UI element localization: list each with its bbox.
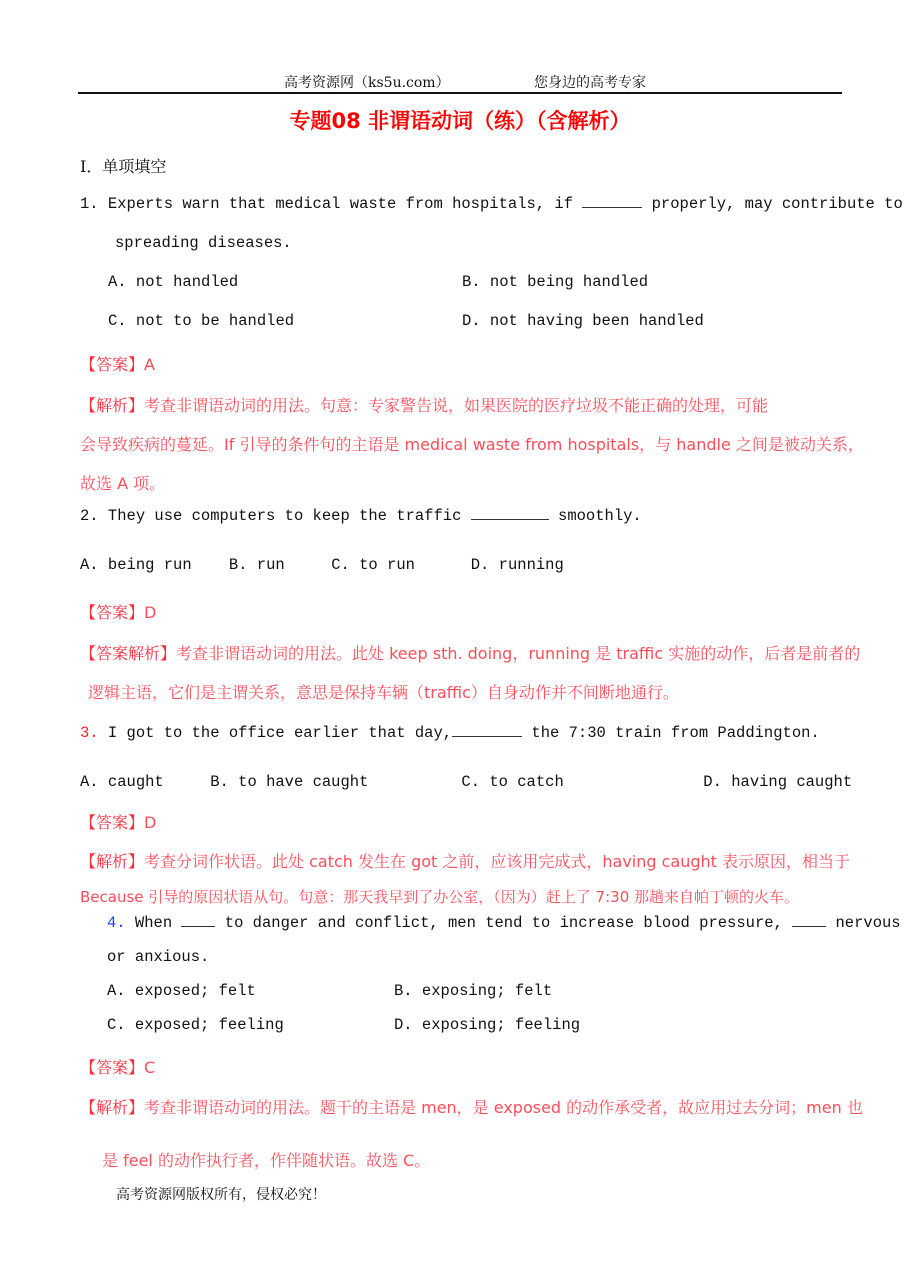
answer-3: 【答案】D [80, 813, 157, 832]
answer-1: 【答案】A [80, 355, 155, 374]
analysis-2-line2: 逻辑主语，它们是主谓关系，意思是保持车辆（traffic）自身动作并不间断地通行。 [88, 683, 679, 702]
analysis-3-line1: 【解析】考查分词作状语。此处 catch 发生在 got 之前，应该用完成式，having caught 表示原因，相当于 [80, 852, 851, 871]
analysis-1-line1: 【解析】考查非谓语动词的用法。句意：专家警告说，如果医院的医疗垃圾不能正确的处理，可能 [80, 396, 769, 415]
option-a: A. caught [80, 773, 164, 791]
question-text: Experts warn that medical waste from hospitals, if [107, 195, 573, 213]
answer-blank [792, 914, 826, 927]
question-3 [80, 724, 820, 742]
question-2 [80, 507, 642, 525]
question-number: 2. [80, 507, 99, 525]
question-text: smoothly. [558, 507, 642, 525]
option-b: B. run [228, 556, 285, 574]
analysis-2-line1: 【答案解析】考查非谓语动词的用法。此处 keep sth. doing，running 是 traffic 实施的动作，后者是前者的 [80, 644, 861, 663]
analysis-3-line2: Because 引导的原因状语从句。句意：那天我早到了办公室，（因为）赶上了 7:30 那趟来自帕丁顿的火车。 [80, 888, 800, 906]
option-a: A. being run [80, 556, 192, 574]
option-b: B. exposing; felt [394, 982, 553, 1000]
header-rule [78, 92, 842, 94]
header-site: 高考资源网（ks5u.com） [284, 75, 450, 91]
question-number: 3. [80, 724, 99, 742]
question-text: the 7:30 train from Paddington. [531, 724, 820, 742]
answer-blank [582, 195, 642, 208]
question-2-options [80, 556, 564, 574]
header-slogan: 您身边的高考专家 [534, 75, 646, 91]
question-4-line2: or anxious. [107, 948, 210, 966]
answer-4: 【答案】C [80, 1058, 156, 1077]
analysis-1-line2: 会导致疾病的蔓延。If 引导的条件句的主语是 medical waste from hospitals，与 handle 之间是被动关系， [80, 435, 864, 454]
question-text: They use computers to keep the traffic [107, 507, 462, 525]
option-c: C. not to be handled [108, 312, 295, 330]
answer-2: 【答案】D [80, 603, 157, 622]
question-text: nervous [835, 914, 901, 932]
answer-blank [181, 914, 215, 927]
footer-copyright: 高考资源网版权所有，侵权必究！ [116, 1187, 326, 1203]
analysis-4-line2: 是 feel 的动作执行者，作伴随状语。故选 C。 [102, 1151, 431, 1170]
option-b: B. to have caught [210, 773, 369, 791]
option-d: D. running [470, 556, 564, 574]
option-d: D. not having been handled [462, 312, 704, 330]
option-d: D. exposing; feeling [394, 1016, 581, 1034]
option-b: B. not being handled [462, 273, 649, 291]
question-3-options [80, 773, 852, 791]
question-number: 4. [107, 914, 126, 932]
question-text: to danger and conflict, men tend to increase blood pressure, [224, 914, 783, 932]
question-4 [107, 914, 901, 932]
answer-blank [452, 724, 522, 737]
question-text: properly, may contribute to [651, 195, 903, 213]
question-text: When [134, 914, 173, 932]
question-text: I got to the office earlier that day, [107, 724, 453, 742]
option-c: C. exposed; feeling [107, 1016, 284, 1034]
page-title: 专题08 非谓语动词（练）（含解析） [289, 109, 631, 133]
question-1 [80, 195, 903, 213]
option-c: C. to catch [461, 773, 564, 791]
option-a: A. not handled [108, 273, 239, 291]
analysis-1-line3: 故选 A 项。 [80, 474, 166, 493]
option-a: A. exposed; felt [107, 982, 256, 1000]
question-1-line2: spreading diseases. [115, 234, 292, 252]
question-number: 1. [80, 195, 99, 213]
section-heading: I．单项填空 [80, 157, 167, 176]
analysis-4-line1: 【解析】考查非谓语动词的用法。题干的主语是 men，是 exposed 的动作承受者，故应用过去分词；men 也 [80, 1098, 863, 1117]
option-d: D. having caught [703, 773, 853, 791]
option-c: C. to run [331, 556, 415, 574]
answer-blank [471, 507, 549, 520]
